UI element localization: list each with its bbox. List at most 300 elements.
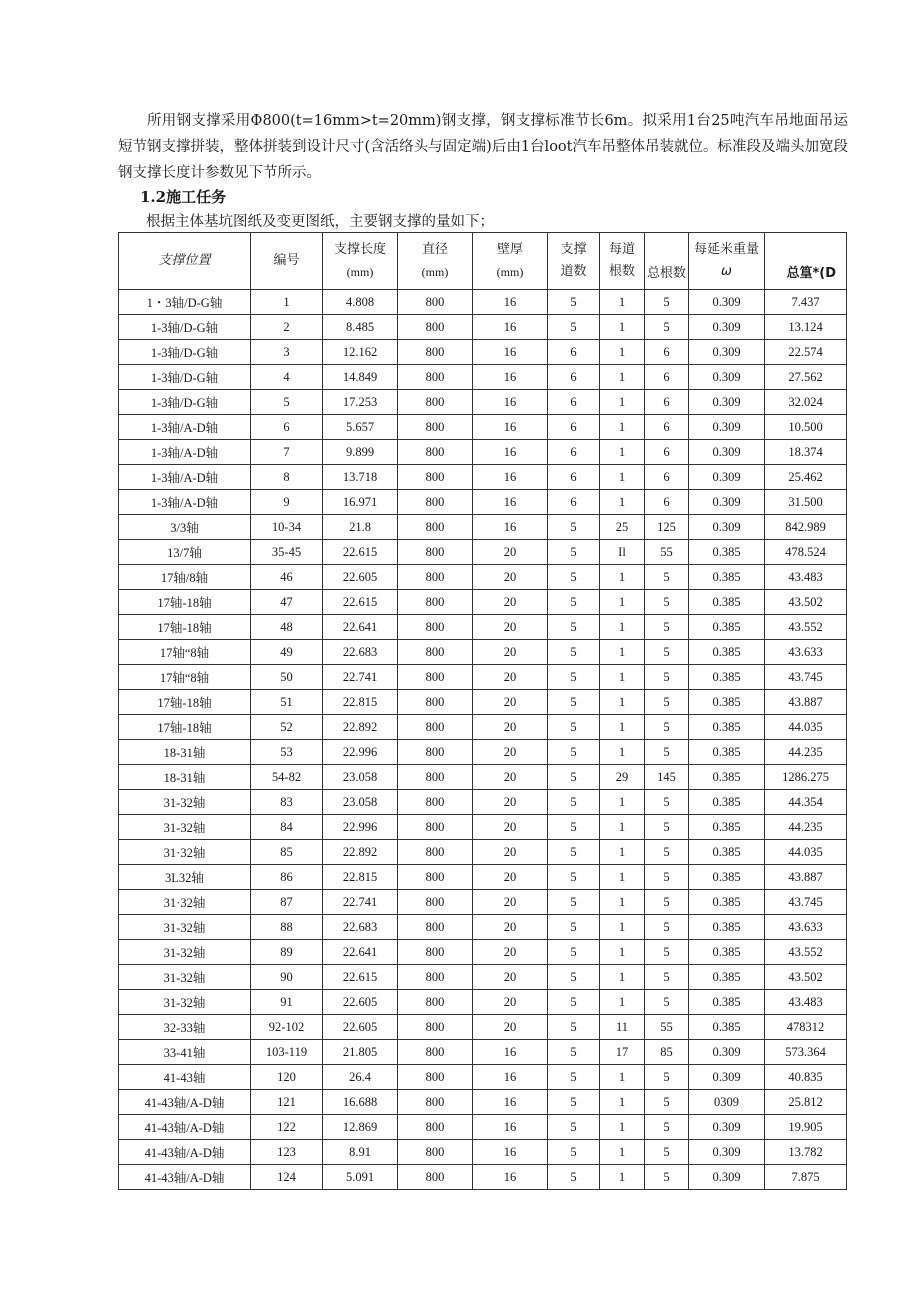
cell-total: 40.835 bbox=[765, 1065, 847, 1090]
cell-ways: 6 bbox=[548, 440, 600, 465]
cell-code: 88 bbox=[251, 915, 323, 940]
cell-total: 573.364 bbox=[765, 1040, 847, 1065]
cell-code: 87 bbox=[251, 890, 323, 915]
header-per-way-line1: 每道 bbox=[608, 242, 635, 257]
cell-ways: 5 bbox=[548, 590, 600, 615]
cell-ways: 6 bbox=[548, 365, 600, 390]
header-diameter bbox=[398, 233, 473, 290]
table-row bbox=[119, 540, 847, 565]
cell-diameter: 800 bbox=[398, 1115, 473, 1140]
table-row bbox=[119, 865, 847, 890]
cell-position: 1-3轴/D-G轴 bbox=[119, 340, 251, 365]
cell-length: 22.892 bbox=[323, 715, 398, 740]
cell-unit-weight: 0.309 bbox=[689, 1115, 765, 1140]
cell-total: 478.524 bbox=[765, 540, 847, 565]
cell-thickness: 20 bbox=[473, 915, 548, 940]
cell-total: 27.562 bbox=[765, 365, 847, 390]
header-unit-weight-line2: ω bbox=[721, 264, 732, 279]
cell-per-way: 1 bbox=[600, 665, 645, 690]
cell-position: 31·32轴 bbox=[119, 840, 251, 865]
cell-per-way: 1 bbox=[600, 490, 645, 515]
cell-length: 5.657 bbox=[323, 415, 398, 440]
cell-ways: 5 bbox=[548, 1115, 600, 1140]
cell-code: 90 bbox=[251, 965, 323, 990]
cell-total: 43.552 bbox=[765, 940, 847, 965]
table-row bbox=[119, 315, 847, 340]
cell-ways: 5 bbox=[548, 740, 600, 765]
cell-total-count: 5 bbox=[645, 290, 689, 315]
cell-ways: 5 bbox=[548, 890, 600, 915]
cell-total: 43.502 bbox=[765, 590, 847, 615]
cell-thickness: 20 bbox=[473, 865, 548, 890]
cell-diameter: 800 bbox=[398, 540, 473, 565]
cell-position: 31-32轴 bbox=[119, 815, 251, 840]
cell-code: 50 bbox=[251, 665, 323, 690]
cell-ways: 5 bbox=[548, 965, 600, 990]
cell-code: 91 bbox=[251, 990, 323, 1015]
cell-per-way: 1 bbox=[600, 740, 645, 765]
table-row bbox=[119, 440, 847, 465]
cell-position: 31-32轴 bbox=[119, 990, 251, 1015]
table-header bbox=[119, 233, 847, 290]
cell-per-way: 1 bbox=[600, 1140, 645, 1165]
cell-position: 31·32轴 bbox=[119, 890, 251, 915]
cell-unit-weight: 0.309 bbox=[689, 390, 765, 415]
cell-ways: 5 bbox=[548, 940, 600, 965]
cell-total-count: 6 bbox=[645, 415, 689, 440]
cell-ways: 5 bbox=[548, 765, 600, 790]
cell-per-way: 1 bbox=[600, 590, 645, 615]
cell-thickness: 20 bbox=[473, 640, 548, 665]
cell-thickness: 16 bbox=[473, 415, 548, 440]
table-row bbox=[119, 615, 847, 640]
cell-total: 1286.275 bbox=[765, 765, 847, 790]
cell-total-count: 5 bbox=[645, 815, 689, 840]
cell-unit-weight: 0.385 bbox=[689, 890, 765, 915]
cell-ways: 5 bbox=[548, 915, 600, 940]
table-row bbox=[119, 815, 847, 840]
cell-length: 22.683 bbox=[323, 640, 398, 665]
cell-position: 41-43轴/A-D轴 bbox=[119, 1165, 251, 1190]
cell-position: 1-3轴/A-D轴 bbox=[119, 415, 251, 440]
cell-total: 44.035 bbox=[765, 715, 847, 740]
cell-total-count: 125 bbox=[645, 515, 689, 540]
cell-position: 41-43轴 bbox=[119, 1065, 251, 1090]
cell-ways: 5 bbox=[548, 690, 600, 715]
cell-total-count: 145 bbox=[645, 765, 689, 790]
table-body bbox=[119, 290, 847, 1190]
cell-diameter: 800 bbox=[398, 740, 473, 765]
cell-thickness: 20 bbox=[473, 765, 548, 790]
cell-ways: 5 bbox=[548, 1165, 600, 1190]
cell-diameter: 800 bbox=[398, 640, 473, 665]
cell-thickness: 16 bbox=[473, 1090, 548, 1115]
cell-thickness: 20 bbox=[473, 565, 548, 590]
cell-thickness: 16 bbox=[473, 465, 548, 490]
cell-total: 43.887 bbox=[765, 865, 847, 890]
cell-diameter: 800 bbox=[398, 665, 473, 690]
cell-diameter: 800 bbox=[398, 840, 473, 865]
table-row bbox=[119, 1140, 847, 1165]
cell-diameter: 800 bbox=[398, 715, 473, 740]
cell-unit-weight: 0.385 bbox=[689, 790, 765, 815]
cell-per-way: 1 bbox=[600, 390, 645, 415]
cell-diameter: 800 bbox=[398, 915, 473, 940]
cell-per-way: 29 bbox=[600, 765, 645, 790]
cell-ways: 5 bbox=[548, 790, 600, 815]
cell-diameter: 800 bbox=[398, 1140, 473, 1165]
cell-diameter: 800 bbox=[398, 390, 473, 415]
cell-length: 22.605 bbox=[323, 565, 398, 590]
table-row bbox=[119, 640, 847, 665]
header-thickness bbox=[473, 233, 548, 290]
cell-diameter: 800 bbox=[398, 415, 473, 440]
cell-diameter: 800 bbox=[398, 590, 473, 615]
table-row bbox=[119, 690, 847, 715]
cell-length: 23.058 bbox=[323, 765, 398, 790]
table-row bbox=[119, 290, 847, 315]
cell-total-count: 5 bbox=[645, 940, 689, 965]
cell-position: 17轴-18轴 bbox=[119, 715, 251, 740]
cell-ways: 6 bbox=[548, 390, 600, 415]
cell-length: 22.996 bbox=[323, 815, 398, 840]
cell-unit-weight: 0.385 bbox=[689, 715, 765, 740]
table-row bbox=[119, 415, 847, 440]
cell-code: 54-82 bbox=[251, 765, 323, 790]
table-row bbox=[119, 740, 847, 765]
cell-code: 5 bbox=[251, 390, 323, 415]
cell-thickness: 20 bbox=[473, 615, 548, 640]
header-length bbox=[323, 233, 398, 290]
section-heading: 1.2施工任务 bbox=[140, 188, 227, 206]
table-row bbox=[119, 940, 847, 965]
cell-ways: 5 bbox=[548, 665, 600, 690]
cell-unit-weight: 0.385 bbox=[689, 540, 765, 565]
header-code: 编号 bbox=[251, 233, 323, 290]
cell-code: 120 bbox=[251, 1065, 323, 1090]
cell-per-way: 1 bbox=[600, 315, 645, 340]
cell-total-count: 5 bbox=[645, 665, 689, 690]
cell-length: 21.8 bbox=[323, 515, 398, 540]
table-row bbox=[119, 565, 847, 590]
cell-total-count: 5 bbox=[645, 315, 689, 340]
cell-total: 19.905 bbox=[765, 1115, 847, 1140]
cell-unit-weight: 0.385 bbox=[689, 865, 765, 890]
cell-position: 1-3轴/D-G轴 bbox=[119, 365, 251, 390]
cell-length: 22.615 bbox=[323, 965, 398, 990]
cell-ways: 5 bbox=[548, 1140, 600, 1165]
cell-ways: 5 bbox=[548, 540, 600, 565]
cell-thickness: 16 bbox=[473, 290, 548, 315]
cell-total-count: 5 bbox=[645, 1140, 689, 1165]
cell-position: 31-32轴 bbox=[119, 790, 251, 815]
cell-ways: 5 bbox=[548, 1090, 600, 1115]
cell-code: 83 bbox=[251, 790, 323, 815]
cell-total: 13.124 bbox=[765, 315, 847, 340]
cell-per-way: 1 bbox=[600, 965, 645, 990]
cell-position: 31-32轴 bbox=[119, 940, 251, 965]
cell-diameter: 800 bbox=[398, 290, 473, 315]
table-row bbox=[119, 990, 847, 1015]
table-row bbox=[119, 1165, 847, 1190]
cell-code: 1 bbox=[251, 290, 323, 315]
cell-code: 10-34 bbox=[251, 515, 323, 540]
cell-total: 43.483 bbox=[765, 990, 847, 1015]
cell-unit-weight: 0.385 bbox=[689, 990, 765, 1015]
cell-total-count: 85 bbox=[645, 1040, 689, 1065]
cell-total: 22.574 bbox=[765, 340, 847, 365]
cell-thickness: 20 bbox=[473, 940, 548, 965]
cell-per-way: 25 bbox=[600, 515, 645, 540]
cell-code: 2 bbox=[251, 315, 323, 340]
cell-total: 43.502 bbox=[765, 965, 847, 990]
cell-per-way: 11 bbox=[600, 1015, 645, 1040]
cell-ways: 5 bbox=[548, 1015, 600, 1040]
cell-total: 10.500 bbox=[765, 415, 847, 440]
cell-per-way: 1 bbox=[600, 915, 645, 940]
cell-position: 17轴-18轴 bbox=[119, 615, 251, 640]
cell-total-count: 5 bbox=[645, 740, 689, 765]
cell-ways: 5 bbox=[548, 640, 600, 665]
cell-ways: 5 bbox=[548, 840, 600, 865]
cell-thickness: 20 bbox=[473, 815, 548, 840]
cell-unit-weight: 0.309 bbox=[689, 515, 765, 540]
cell-total-count: 5 bbox=[645, 640, 689, 665]
cell-per-way: 1 bbox=[600, 1165, 645, 1190]
cell-total: 43.633 bbox=[765, 915, 847, 940]
cell-position: 18-31轴 bbox=[119, 765, 251, 790]
cell-unit-weight: 0.309 bbox=[689, 365, 765, 390]
cell-diameter: 800 bbox=[398, 1040, 473, 1065]
cell-diameter: 800 bbox=[398, 515, 473, 540]
cell-total: 31.500 bbox=[765, 490, 847, 515]
cell-total: 43.633 bbox=[765, 640, 847, 665]
cell-length: 8.91 bbox=[323, 1140, 398, 1165]
cell-per-way: 1 bbox=[600, 415, 645, 440]
cell-position: 1・3轴/D-G轴 bbox=[119, 290, 251, 315]
cell-length: 22.615 bbox=[323, 540, 398, 565]
cell-length: 22.683 bbox=[323, 915, 398, 940]
cell-unit-weight: 0.309 bbox=[689, 1065, 765, 1090]
cell-position: 31-32轴 bbox=[119, 915, 251, 940]
cell-thickness: 20 bbox=[473, 890, 548, 915]
cell-position: 41-43轴/A-D轴 bbox=[119, 1090, 251, 1115]
cell-unit-weight: 0.385 bbox=[689, 590, 765, 615]
table-row bbox=[119, 965, 847, 990]
cell-length: 22.741 bbox=[323, 890, 398, 915]
cell-total: 43.483 bbox=[765, 565, 847, 590]
cell-unit-weight: 0.309 bbox=[689, 315, 765, 340]
header-length-label: 支撑长度 bbox=[333, 241, 386, 257]
cell-unit-weight: 0.385 bbox=[689, 740, 765, 765]
cell-diameter: 800 bbox=[398, 565, 473, 590]
cell-unit-weight: 0.309 bbox=[689, 290, 765, 315]
cell-length: 9.899 bbox=[323, 440, 398, 465]
table-row bbox=[119, 465, 847, 490]
cell-length: 22.892 bbox=[323, 840, 398, 865]
cell-unit-weight: 0.385 bbox=[689, 565, 765, 590]
cell-ways: 5 bbox=[548, 565, 600, 590]
header-per-way-line2: 根数 bbox=[608, 264, 635, 279]
cell-position: 13/7轴 bbox=[119, 540, 251, 565]
cell-thickness: 20 bbox=[473, 715, 548, 740]
cell-code: 6 bbox=[251, 415, 323, 440]
cell-thickness: 16 bbox=[473, 1140, 548, 1165]
cell-total: 44.354 bbox=[765, 790, 847, 815]
cell-unit-weight: 0.385 bbox=[689, 1015, 765, 1040]
cell-length: 5.091 bbox=[323, 1165, 398, 1190]
cell-thickness: 16 bbox=[473, 515, 548, 540]
cell-per-way: 1 bbox=[600, 615, 645, 640]
cell-total-count: 6 bbox=[645, 390, 689, 415]
cell-code: 51 bbox=[251, 690, 323, 715]
cell-thickness: 20 bbox=[473, 690, 548, 715]
cell-length: 21.805 bbox=[323, 1040, 398, 1065]
cell-ways: 5 bbox=[548, 615, 600, 640]
cell-thickness: 16 bbox=[473, 1115, 548, 1140]
cell-unit-weight: 0309 bbox=[689, 1090, 765, 1115]
cell-total-count: 6 bbox=[645, 365, 689, 390]
cell-thickness: 16 bbox=[473, 1165, 548, 1190]
cell-thickness: 16 bbox=[473, 315, 548, 340]
cell-total-count: 5 bbox=[645, 615, 689, 640]
cell-ways: 6 bbox=[548, 340, 600, 365]
cell-diameter: 800 bbox=[398, 440, 473, 465]
cell-ways: 6 bbox=[548, 415, 600, 440]
table-row bbox=[119, 1065, 847, 1090]
cell-per-way: 1 bbox=[600, 365, 645, 390]
table-row bbox=[119, 340, 847, 365]
header-diameter-unit: (mm) bbox=[421, 264, 449, 279]
cell-total: 32.024 bbox=[765, 390, 847, 415]
cell-total: 478312 bbox=[765, 1015, 847, 1040]
cell-code: 7 bbox=[251, 440, 323, 465]
table-row bbox=[119, 1115, 847, 1140]
cell-thickness: 16 bbox=[473, 1065, 548, 1090]
cell-diameter: 800 bbox=[398, 340, 473, 365]
cell-code: 8 bbox=[251, 465, 323, 490]
cell-thickness: 20 bbox=[473, 1015, 548, 1040]
cell-ways: 5 bbox=[548, 815, 600, 840]
cell-length: 16.971 bbox=[323, 490, 398, 515]
cell-per-way: 1 bbox=[600, 290, 645, 315]
cell-position: 1-3轴/D-G轴 bbox=[119, 390, 251, 415]
cell-total: 25.812 bbox=[765, 1090, 847, 1115]
cell-per-way: 1 bbox=[600, 840, 645, 865]
cell-total: 25.462 bbox=[765, 465, 847, 490]
cell-thickness: 20 bbox=[473, 590, 548, 615]
cell-per-way: 1 bbox=[600, 340, 645, 365]
cell-total-count: 5 bbox=[645, 1090, 689, 1115]
cell-position: 41-43轴/A-D轴 bbox=[119, 1140, 251, 1165]
cell-ways: 5 bbox=[548, 515, 600, 540]
cell-length: 23.058 bbox=[323, 790, 398, 815]
cell-unit-weight: 0.309 bbox=[689, 1165, 765, 1190]
cell-length: 22.641 bbox=[323, 940, 398, 965]
cell-length: 22.641 bbox=[323, 615, 398, 640]
cell-position: 32-33轴 bbox=[119, 1015, 251, 1040]
cell-per-way: 1 bbox=[600, 990, 645, 1015]
cell-per-way: 1 bbox=[600, 565, 645, 590]
cell-total-count: 5 bbox=[645, 915, 689, 940]
cell-diameter: 800 bbox=[398, 990, 473, 1015]
cell-ways: 5 bbox=[548, 1040, 600, 1065]
cell-diameter: 800 bbox=[398, 765, 473, 790]
cell-length: 16.688 bbox=[323, 1090, 398, 1115]
cell-code: 3 bbox=[251, 340, 323, 365]
cell-code: 103-119 bbox=[251, 1040, 323, 1065]
cell-per-way: 1 bbox=[600, 890, 645, 915]
cell-thickness: 16 bbox=[473, 390, 548, 415]
cell-total: 842.989 bbox=[765, 515, 847, 540]
cell-unit-weight: 0.385 bbox=[689, 840, 765, 865]
cell-per-way: 1 bbox=[600, 790, 645, 815]
cell-diameter: 800 bbox=[398, 1090, 473, 1115]
cell-diameter: 800 bbox=[398, 790, 473, 815]
intro-text bbox=[118, 108, 848, 186]
cell-diameter: 800 bbox=[398, 1065, 473, 1090]
cell-ways: 5 bbox=[548, 715, 600, 740]
table-row bbox=[119, 765, 847, 790]
cell-diameter: 800 bbox=[398, 490, 473, 515]
header-per-way bbox=[600, 233, 645, 290]
cell-length: 22.741 bbox=[323, 665, 398, 690]
cell-code: 122 bbox=[251, 1115, 323, 1140]
cell-length: 8.485 bbox=[323, 315, 398, 340]
cell-total: 44.235 bbox=[765, 740, 847, 765]
cell-diameter: 800 bbox=[398, 1165, 473, 1190]
section-lead: 根据主体基坑图纸及变更图纸，主要钢支撑的量如下； bbox=[146, 214, 494, 230]
cell-code: 35-45 bbox=[251, 540, 323, 565]
cell-position: 17轴-18轴 bbox=[119, 590, 251, 615]
cell-per-way: 1 bbox=[600, 465, 645, 490]
cell-total: 43.745 bbox=[765, 890, 847, 915]
cell-position: 17轴-18轴 bbox=[119, 690, 251, 715]
cell-total-count: 6 bbox=[645, 490, 689, 515]
cell-diameter: 800 bbox=[398, 365, 473, 390]
cell-thickness: 20 bbox=[473, 790, 548, 815]
cell-ways: 6 bbox=[548, 465, 600, 490]
cell-total-count: 6 bbox=[645, 340, 689, 365]
cell-total-count: 5 bbox=[645, 690, 689, 715]
cell-thickness: 16 bbox=[473, 340, 548, 365]
cell-position: 41-43轴/A-D轴 bbox=[119, 1115, 251, 1140]
table-row bbox=[119, 1015, 847, 1040]
cell-per-way: 1 bbox=[600, 1090, 645, 1115]
cell-length: 14.849 bbox=[323, 365, 398, 390]
cell-unit-weight: 0.309 bbox=[689, 1140, 765, 1165]
cell-per-way: 1 bbox=[600, 715, 645, 740]
cell-per-way: 1 bbox=[600, 440, 645, 465]
cell-diameter: 800 bbox=[398, 890, 473, 915]
cell-position: 33-41轴 bbox=[119, 1040, 251, 1065]
cell-total: 43.887 bbox=[765, 690, 847, 715]
cell-length: 13.718 bbox=[323, 465, 398, 490]
cell-ways: 5 bbox=[548, 315, 600, 340]
cell-total: 7.875 bbox=[765, 1165, 847, 1190]
cell-unit-weight: 0.309 bbox=[689, 415, 765, 440]
cell-position: 18-31轴 bbox=[119, 740, 251, 765]
cell-total-count: 5 bbox=[645, 965, 689, 990]
cell-length: 22.605 bbox=[323, 1015, 398, 1040]
header-thickness-unit: (mm) bbox=[496, 264, 524, 279]
cell-per-way: 1 bbox=[600, 640, 645, 665]
cell-total: 44.035 bbox=[765, 840, 847, 865]
cell-total-count: 55 bbox=[645, 540, 689, 565]
cell-unit-weight: 0.309 bbox=[689, 490, 765, 515]
cell-unit-weight: 0.385 bbox=[689, 615, 765, 640]
cell-ways: 6 bbox=[548, 490, 600, 515]
